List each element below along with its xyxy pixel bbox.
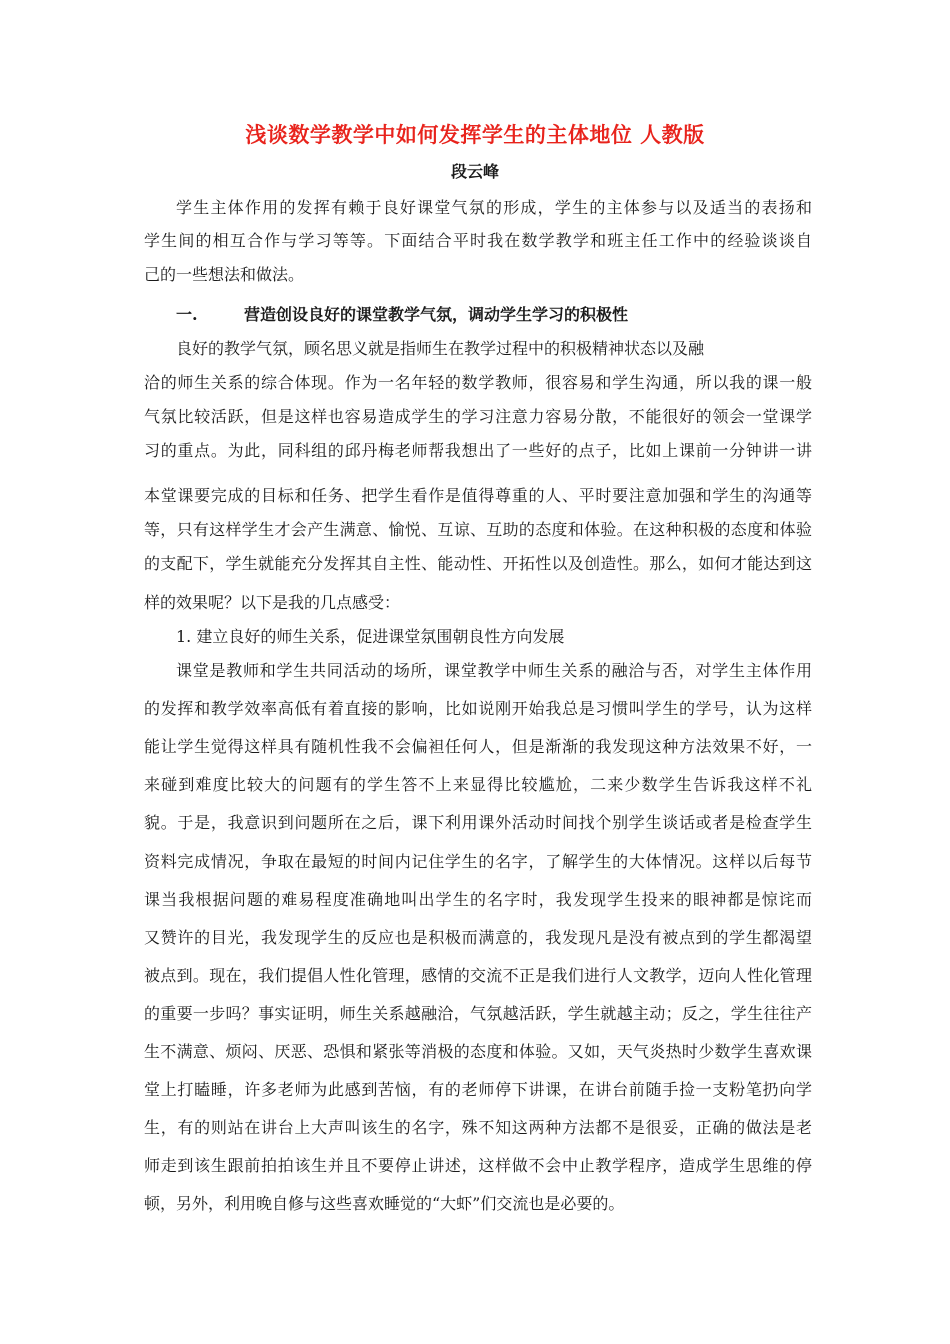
paragraph-line: 本堂课要完成的目标和任务、把学生看作是值得尊重的人、平时要注意加强和学生的沟通等 <box>144 486 812 505</box>
paragraph-line: 课堂是教师和学生共同活动的场所，课堂教学中师生关系的融洽与否，对学生主体作用 <box>176 661 812 680</box>
paragraph-line: 又赞许的目光，我发现学生的反应也是积极而满意的，我发现凡是没有被点到的学生都渴望 <box>144 928 812 947</box>
paragraph-line: 洽的师生关系的综合体现。作为一名年轻的数学教师，很容易和学生沟通，所以我的课一般 <box>144 373 812 392</box>
document-author: 段云峰 <box>450 162 499 181</box>
paragraph-line: 的支配下，学生就能充分发挥其自主性、能动性、开拓性以及创造性。那么，如何才能达到这 <box>144 554 812 573</box>
paragraph-line: 生不满意、烦闷、厌恶、恐惧和紧张等消极的态度和体验。又如，天气炎热时少数学生喜欢课 <box>144 1042 812 1061</box>
subsection-heading: 1. 建立良好的师生关系，促进课堂氛围朝良性方向发展 <box>176 627 565 646</box>
section-number: 一. <box>176 305 198 324</box>
paragraph-line: 样的效果呢？以下是我的几点感受： <box>144 593 401 612</box>
paragraph-line: 来碰到难度比较大的问题有的学生答不上来显得比较尴尬，二来少数学生告诉我这样不礼 <box>144 775 812 794</box>
paragraph-line: 生，有的则站在讲台上大声叫该生的名字，殊不知这两种方法都不是很妥，正确的做法是老 <box>144 1118 812 1137</box>
document-title: 浅谈数学教学中如何发挥学生的主体地位 人教版 <box>245 122 705 147</box>
paragraph-line: 己的一些想法和做法。 <box>144 265 305 284</box>
paragraph-line: 的发挥和教学效率高低有着直接的影响，比如说刚开始我总是习惯叫学生的学号，认为这样 <box>144 699 812 718</box>
paragraph-line: 的重要一步吗？事实证明，师生关系越融洽，气氛越活跃，学生就越主动；反之，学生往往产 <box>144 1004 812 1023</box>
paragraph-line: 习的重点。为此，同科组的邱丹梅老师帮我想出了一些好的点子，比如上课前一分钟讲一讲 <box>144 441 812 460</box>
paragraph-line: 学生间的相互合作与学习等等。下面结合平时我在数学教学和班主任工作中的经验谈谈自 <box>144 231 812 250</box>
paragraph-line: 被点到。现在，我们提倡人性化管理，感情的交流不正是我们进行人文教学，迈向人性化管理 <box>144 966 812 985</box>
paragraph-line: 良好的教学气氛，顾名思义就是指师生在教学过程中的积极精神状态以及融 <box>176 339 705 358</box>
section-title: 营造创设良好的课堂教学气氛，调动学生学习的积极性 <box>244 305 629 324</box>
paragraph-line: 师走到该生跟前拍拍该生并且不要停止讲述，这样做不会中止教学程序，造成学生思维的停 <box>144 1156 812 1175</box>
paragraph-line: 资料完成情况，争取在最短的时间内记住学生的名字，了解学生的大体情况。这样以后每节 <box>144 852 812 871</box>
paragraph-line: 学生主体作用的发挥有赖于良好课堂气氛的形成，学生的主体参与以及适当的表扬和 <box>176 198 812 217</box>
paragraph-line: 顿，另外，利用晚自修与这些喜欢睡觉的“大虾”们交流也是必要的。 <box>144 1194 625 1213</box>
paragraph-line: 堂上打瞌睡，许多老师为此感到苦恼，有的老师停下讲课，在讲台前随手捡一支粉笔扔向学 <box>144 1080 812 1099</box>
paragraph-line: 貌。于是，我意识到问题所在之后，课下利用课外活动时间找个别学生谈话或者是检查学生 <box>144 813 812 832</box>
paragraph-line: 等，只有这样学生才会产生满意、愉悦、互谅、互助的态度和体验。在这种积极的态度和体验 <box>144 520 812 539</box>
paragraph-line: 课当我根据问题的难易程度准确地叫出学生的名字时，我发现学生投来的眼神都是惊诧而 <box>144 890 812 909</box>
section-heading <box>176 303 628 327</box>
paragraph-line: 能让学生觉得这样具有随机性我不会偏袒任何人，但是渐渐的我发现这种方法效果不好，一 <box>144 737 812 756</box>
paragraph-line: 气氛比较活跃，但是这样也容易造成学生的学习注意力容易分散，不能很好的领会一堂课学 <box>144 407 812 426</box>
